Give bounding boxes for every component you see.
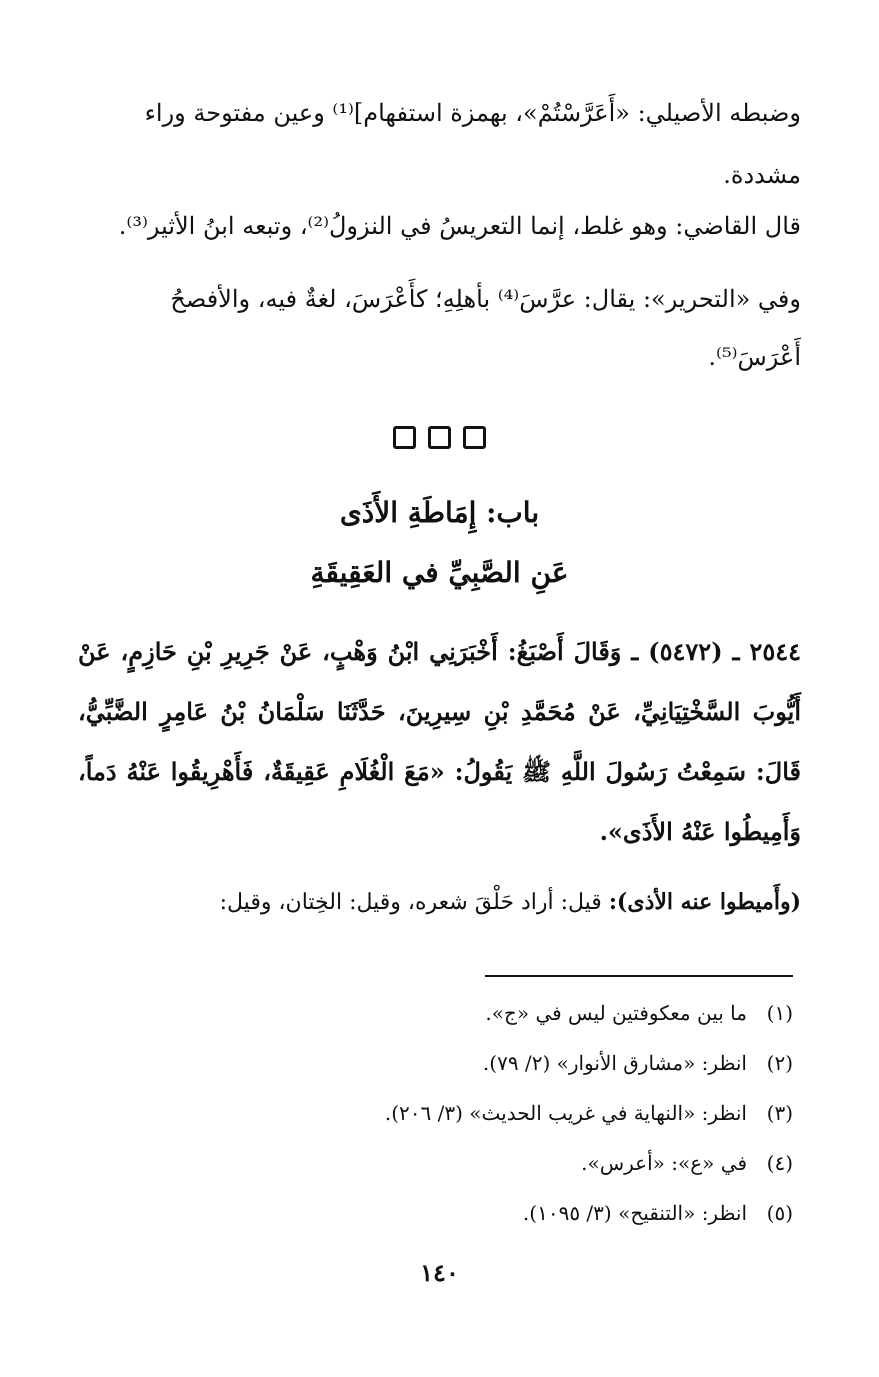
- paragraph-asili: وضبطه الأصيلي: «أَعَرَّسْتُمْ»، بهمزة استفهام]⁽¹⁾ وعين مفتوحة وراء مشددة.: [144, 99, 801, 189]
- footnote-number: (١): [766, 1001, 793, 1025]
- paragraph-qadi: قال القاضي: وهو غلط، إنما التعريسُ في النزولُ⁽²⁾، وتبعه ابنُ الأثير⁽³⁾.: [118, 212, 801, 240]
- separator-square-icon: [393, 426, 416, 449]
- footnote-number: (٥): [766, 1201, 793, 1225]
- footnote-item: [73, 1142, 793, 1192]
- footnote-number: (٤): [766, 1151, 793, 1175]
- commentary-lemma: (وأَميطوا عنه الأذى):: [608, 889, 801, 915]
- footnote-divider: [485, 975, 793, 977]
- commentary-text: قيل: أراد حَلْقَ شعره، وقيل: الخِتان، وقيل:: [219, 890, 609, 915]
- footnote-text: انظر: «النهاية في غريب الحديث» (٣/ ٢٠٦).: [384, 1101, 747, 1125]
- separator-square-icon: [428, 426, 451, 449]
- separator-square-icon: [463, 426, 486, 449]
- chapter-subtitle: عَنِ الصَّبِيِّ في العَقِيقَةِ: [310, 556, 569, 589]
- footnote-item: [73, 1192, 793, 1242]
- footnote-text: انظر: «مشارق الأنوار» (٢/ ٧٩).: [482, 1051, 747, 1075]
- commentary: [78, 878, 801, 927]
- footnotes-list: [73, 992, 793, 1242]
- footnote-item: [73, 1092, 793, 1142]
- footnote-item: [73, 992, 793, 1042]
- footnote-number: (٣): [766, 1101, 793, 1125]
- footnote-number: (٢): [766, 1051, 793, 1075]
- footnote-text: في «ع»: «أعرس».: [581, 1151, 747, 1175]
- footnote-text: ما بين معكوفتين ليس في «ج».: [485, 1001, 747, 1025]
- hadith-text: ٢٥٤٤ ـ (٥٤٧٢) ـ وَقَالَ أَصْبَغُ: أَخْبَرَنِي ابْنُ وَهْبٍ، عَنْ جَرِيرِ بْنِ حَازِمٍ، عَنْ أَيُّوبَ السَّخْتِيَانِيِّ، عَنْ مُحَمَّدِ بْنِ سِيرِينَ، حَدَّثَنَا سَلْمَانُ بْنُ عَامِرٍ الضَّبِّيُّ، قَالَ: سَمِعْتُ رَسُولَ اللَّهِ ﷺ يَقُولُ: «مَعَ الْغُلَامِ عَقِيقَةٌ، فَأَهْرِيقُوا عَنْهُ دَماً، وَأَمِيطُوا عَنْهُ الأَذَى».: [78, 637, 801, 846]
- page-number: ١٤٠: [420, 1258, 459, 1287]
- paragraph-tahrir: وفي «التحرير»: يقال: عرَّسَ⁽⁴⁾ بأهلِهِ؛ كأَعْرَسَ، لغةٌ فيه، والأفصحُ أَعْرَسَ⁽⁵⁾.: [170, 285, 801, 371]
- footnote-text: انظر: «التنقيح» (٣/ ١٠٩٥).: [522, 1201, 747, 1225]
- chapter-title: باب: إِمَاطَةِ الأَذَى: [339, 496, 540, 529]
- section-separator: [0, 426, 879, 453]
- footnote-item: [73, 1042, 793, 1092]
